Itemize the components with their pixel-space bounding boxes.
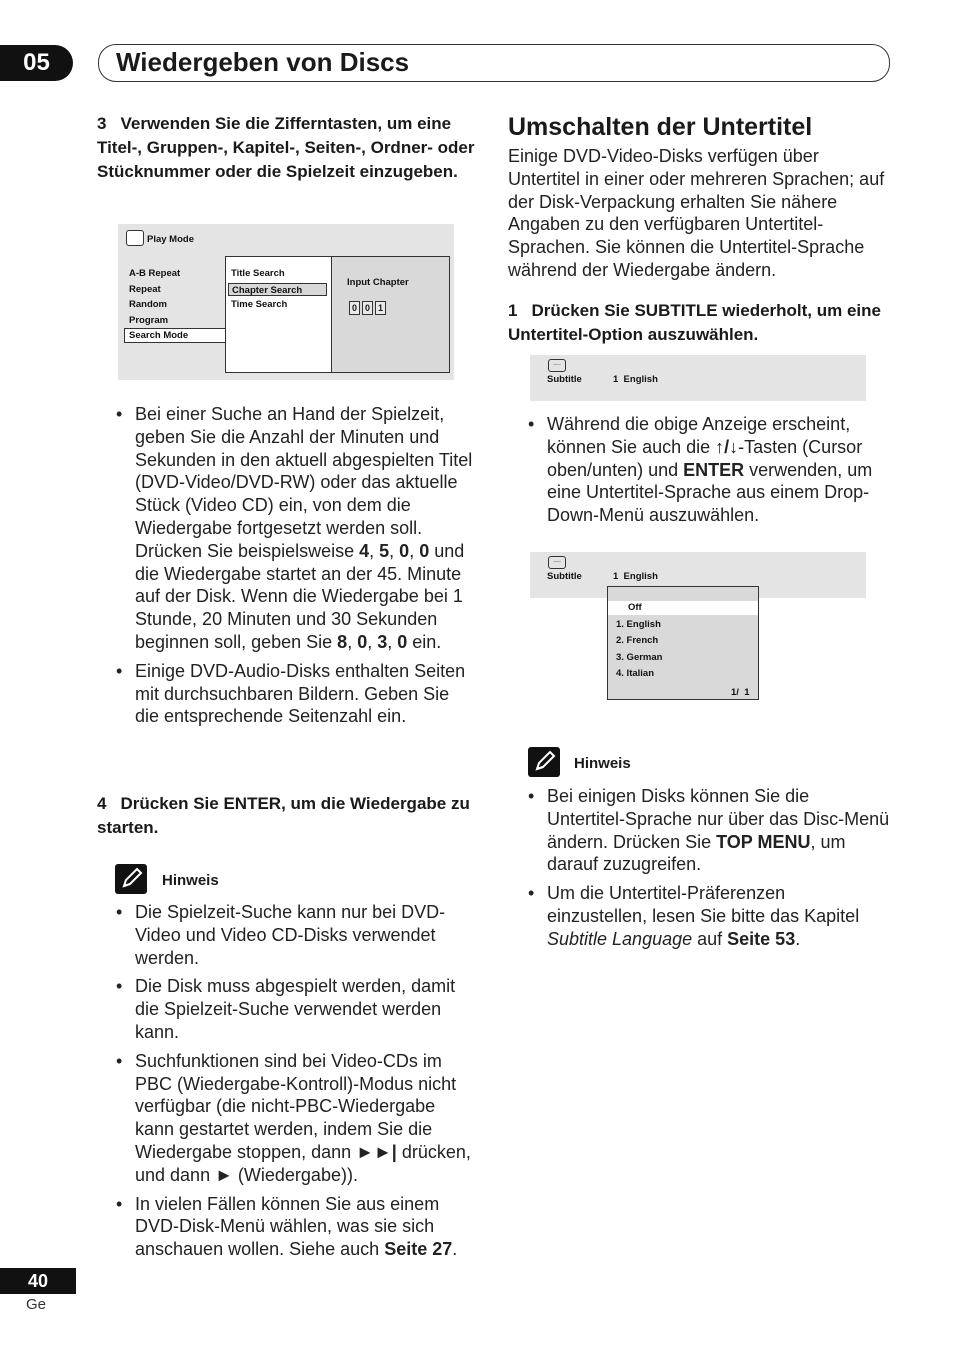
subtitle-icon: .... bbox=[548, 556, 566, 569]
section-heading: Umschalten der Untertitel bbox=[508, 113, 813, 141]
digit-input[interactable] bbox=[349, 298, 388, 316]
menu-item-selected[interactable]: Search Mode bbox=[124, 328, 230, 343]
search-option[interactable]: Time Search bbox=[231, 299, 288, 310]
search-option[interactable]: Title Search bbox=[231, 268, 285, 279]
subtitle-screen bbox=[530, 355, 866, 401]
step-number: 3 bbox=[97, 114, 107, 133]
menu-item[interactable]: Repeat bbox=[129, 284, 161, 295]
note-label: Hinweis bbox=[574, 755, 631, 772]
search-bullets bbox=[116, 403, 478, 734]
subtitle-value: 1 English bbox=[613, 374, 658, 385]
dropdown-page-indicator: 1/ 1 bbox=[731, 687, 750, 698]
language-code: Ge bbox=[26, 1296, 47, 1313]
step-text: Verwenden Sie die Zifferntasten, um eine Titel-, Gruppen-, Kapitel-, Seiten-, Ordner- oder Stücknummer oder die Spielzeit einzugeben. bbox=[97, 114, 475, 181]
intro-paragraph: Einige DVD-Video-Disks verfügen über Untertitel in einer oder mehreren Sprachen; auf der Disk-Verpackung erhalten Sie nähere Angaben zu den verfügbaren Untertitel-Sprachen. Sie können die Untertitel-Sprache während der Wiedergabe ändern. bbox=[508, 146, 885, 280]
dropdown-option[interactable]: 3. German bbox=[616, 652, 663, 663]
step-number: 4 bbox=[97, 794, 107, 813]
note-list bbox=[116, 901, 478, 1267]
search-options-panel bbox=[225, 256, 332, 373]
subtitle-label: Subtitle bbox=[547, 571, 582, 582]
note-pencil-icon bbox=[115, 864, 147, 894]
page-number: 40 bbox=[0, 1268, 76, 1294]
dropdown-option[interactable]: 4. Italian bbox=[616, 668, 655, 679]
list-item: • Einige DVD-Audio-Disks enthalten Seiten mit durchsuchbaren Bildern. Geben Sie die entsprechende Seitenzahl ein. bbox=[116, 660, 478, 728]
step-4 bbox=[97, 792, 477, 840]
list-item: • Bei einer Suche an Hand der Spielzeit, geben Sie die Anzahl der Minuten und Sekunden in den aktuell abgespielten Titel (DVD-Video/DVD-RW) oder das aktuelle Stück (Video CD) ein, von dem die Wiedergabe fortgesetzt werden soll. Drücken Sie beispielsweise 4, 5, 0, 0 und die Wiedergabe startet an der 45. Minute auf der Disk. Wenn die Wiedergabe bei 1 Stunde, 20 Minuten und 30 Sekunden beginnen soll, geben Sie 8, 0, 3, 0 ein. bbox=[116, 403, 478, 654]
play-mode-screen bbox=[118, 224, 454, 380]
dropdown-option[interactable]: 1. English bbox=[616, 619, 661, 630]
note-list bbox=[528, 785, 890, 957]
list-item: • Während die obige Anzeige erscheint, können Sie auch die ↑/↓-Tasten (Cursor oben/unten) und ENTER verwenden, um eine Untertitel-Sprache aus einem Drop-Down-Menü auszuwählen. bbox=[528, 413, 890, 527]
list-item: • Um die Untertitel-Präferenzen einzustellen, lesen Sie bitte das Kapitel Subtitle Language auf Seite 53. bbox=[528, 882, 890, 950]
play-mode-title: Play Mode bbox=[147, 234, 194, 245]
cursor-arrows-icon: ↑/↓ bbox=[715, 436, 739, 457]
search-option-selected[interactable]: Chapter Search bbox=[228, 283, 327, 296]
step-1 bbox=[508, 299, 888, 347]
step-3 bbox=[97, 112, 477, 184]
step-text: Drücken Sie ENTER, um die Wiedergabe zu starten. bbox=[97, 794, 470, 837]
dropdown-option-selected[interactable]: Off bbox=[608, 601, 758, 615]
list-item: • Bei einigen Disks können Sie die Untertitel-Sprache nur über das Disc-Menü ändern. Drücken Sie TOP MENU, um darauf zuzugreifen. bbox=[528, 785, 890, 876]
play-icon: ► bbox=[215, 1164, 233, 1185]
play-mode-icon bbox=[126, 230, 144, 246]
input-label: Input Chapter bbox=[347, 277, 409, 288]
digit: 0 bbox=[362, 301, 373, 315]
menu-item[interactable]: A-B Repeat bbox=[129, 268, 181, 279]
menu-item[interactable]: Random bbox=[129, 299, 167, 310]
subtitle-bullets bbox=[528, 413, 890, 533]
list-item: • Suchfunktionen sind bei Video-CDs im PBC (Wiedergabe-Kontroll)-Modus nicht verfügbar (die nicht-PBC-Wiedergabe kann gestartet werden, indem Sie die Wiedergabe stoppen, dann ►►| drücken, und dann ► (Wiedergabe)). bbox=[116, 1050, 478, 1187]
input-panel bbox=[331, 256, 450, 373]
digit: 1 bbox=[375, 301, 386, 315]
step-text: Drücken Sie SUBTITLE wiederholt, um eine Untertitel-Option auszuwählen. bbox=[508, 301, 881, 344]
dropdown-option[interactable]: 2. French bbox=[616, 635, 659, 646]
note-label: Hinweis bbox=[162, 872, 219, 889]
list-item: • Die Spielzeit-Suche kann nur bei DVD-Video und Video CD-Disks verwendet werden. bbox=[116, 901, 478, 969]
chapter-number-badge: 05 bbox=[0, 45, 73, 81]
next-icon: ►►| bbox=[356, 1141, 397, 1162]
note-pencil-icon bbox=[528, 747, 560, 777]
chapter-title: Wiedergeben von Discs bbox=[116, 47, 410, 77]
subtitle-label: Subtitle bbox=[547, 374, 582, 385]
list-item: • In vielen Fällen können Sie aus einem DVD-Disk-Menü wählen, was sie sich anschauen wollen. Siehe auch Seite 27. bbox=[116, 1193, 478, 1261]
menu-item[interactable]: Program bbox=[129, 315, 169, 326]
digit: 0 bbox=[349, 301, 360, 315]
language-dropdown bbox=[607, 586, 759, 700]
subtitle-icon: .... bbox=[548, 359, 566, 372]
step-number: 1 bbox=[508, 301, 518, 320]
list-item: • Die Disk muss abgespielt werden, damit die Spielzeit-Suche verwendet werden kann. bbox=[116, 975, 478, 1043]
subtitle-value: 1 English bbox=[613, 571, 658, 582]
